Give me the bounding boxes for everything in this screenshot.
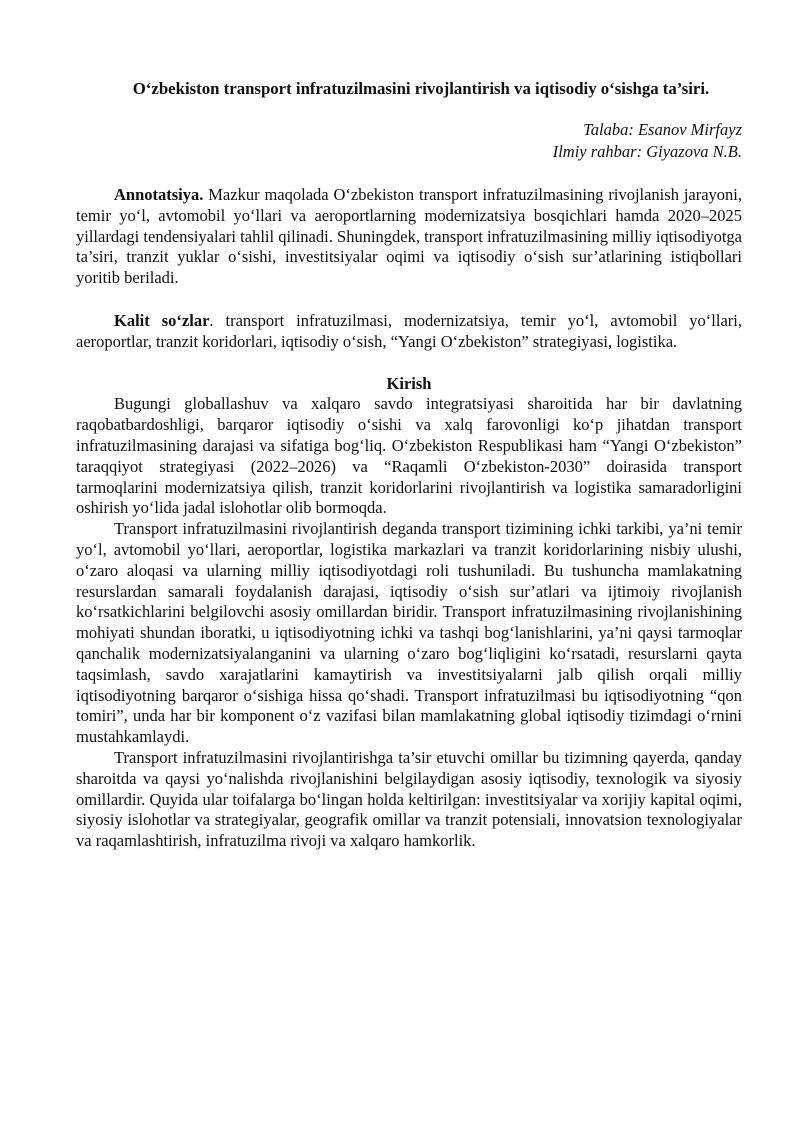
keywords-paragraph [76, 311, 742, 353]
supervisor-name: Ilmiy rahbar: Giyazova N.B. [552, 142, 742, 161]
author-block [76, 119, 742, 163]
keywords-text: . transport infratuzilmasi, modernizatsiya, temir yo‘l, avtomobil yo‘llari, aeroportlar, tranzit koridorlari, iqtisodiy o‘sish, “Yangi O‘zbekiston” strategiyasi, logistika. [76, 310, 742, 351]
body-paragraph: Transport infratuzilmasini rivojlantirish deganda transport tizimining ichki tarkibi, ya’ni temir yo‘l, avtomobil yo‘llari, aeroportlar, logistika markazlari va tranzit koridorlarining nisbiy ulushi, o‘zaro aloqasi va ularning milliy iqtisodiyotdagi roli tushuniladi. Bu tushuncha mamlakatning resurslardan samarali foydalanish darajasi, iqtisodiy o‘sish sur’atlari va ijtimoiy rivojlanish ko‘rsatkichlarini belgilovchi asosiy omillardan biridir. Transport infratuzilmasining rivojlanishining mohiyati shundan iboratki, u iqtisodiyotning ichki va tashqi bog‘lanishlarini, ya’ni qaysi tarmoqlar qanchalik modernizatsiyalanganini va ularning o‘zaro bog‘liqligini ko‘rsatadi, resurslarni qayta taqsimlash, savdo xarajatlarini kamaytirish va investitsiyalarni jalb qilish orqali milliy iqtisodiyotning barqaror o‘sishiga hissa qo‘shadi. Transport infratuzilmasi bu iqtisodiyotning “qon tomiri”, unda har bir komponent o‘z vazifasi bilan mamlakatning global iqtisodiy tizimdagi o‘rnini mustahkamlaydi. [76, 519, 742, 747]
abstract-label: Annotatsiya. [114, 185, 204, 204]
section-heading: Kirish [386, 373, 432, 393]
document-page [76, 68, 742, 852]
student-name: Talaba: Esanov Mirfayz [583, 120, 742, 139]
abstract-text: Mazkur maqolada O‘zbekiston transport infratuzilmasining rivojlanish jarayoni, temir yo‘l, avtomobil yo‘llari va aeroportlarning modernizatsiya bosqichlari hamda 2020–2025 yillardagi tendensiyalari tahlil qilinadi. Shuningdek, transport infratuzilmasining milliy iqtisodiyotga ta’siri, tranzit yuklar o‘sishi, investitsiyalar oqimi va iqtisodiy o‘sish sur’atlarining istiqbollari yoritib beriladi. [76, 185, 742, 288]
keywords-label: Kalit so‘zlar [114, 310, 210, 330]
body-paragraph: Transport infratuzilmasini rivojlantirishga ta’sir etuvchi omillar bu tizimning qayerda, qanday sharoitda va qaysi yo‘nalishda rivojlanishini belgilaydigan asosiy iqtisodiy, texnologik va siyosiy omillardir. Quyida ular toifalarga bo‘lingan holda keltirilgan: investitsiyalar va xorijiy kapital oqimi, siyosiy islohotlar va strategiyalar, geografik omillar va tranzit potensiali, innovatsion texnologiyalar va raqamlashtirish, infratuzilma rivoji va xalqaro hamkorlik. [76, 747, 742, 851]
abstract-paragraph [76, 185, 742, 289]
paper-title: O‘zbekiston transport infratuzilmasini rivojlantirish va iqtisodiy o‘sishga ta’siri. [132, 79, 710, 98]
body-paragraph: Bugungi globallashuv va xalqaro savdo integratsiyasi sharoitida har bir davlatning raqobatbardoshligi, barqaror iqtisodiy o‘sishi va xalq farovonligi ko‘p jihatdan transport infratuzilmasining darajasi va sifatiga bog‘liq. O‘zbekiston Respublikasi ham “Yangi O‘zbekiston” taraqqiyot strategiyasi (2022–2026) va “Raqamli O‘zbekiston-2030” doirasida transport tarmoqlarini modernizatsiya qilish, tranzit koridorlarini rivojlantirish va logistika samaradorligini oshirish yo‘lida jadal islohotlar olib bormoqda. [76, 394, 742, 518]
